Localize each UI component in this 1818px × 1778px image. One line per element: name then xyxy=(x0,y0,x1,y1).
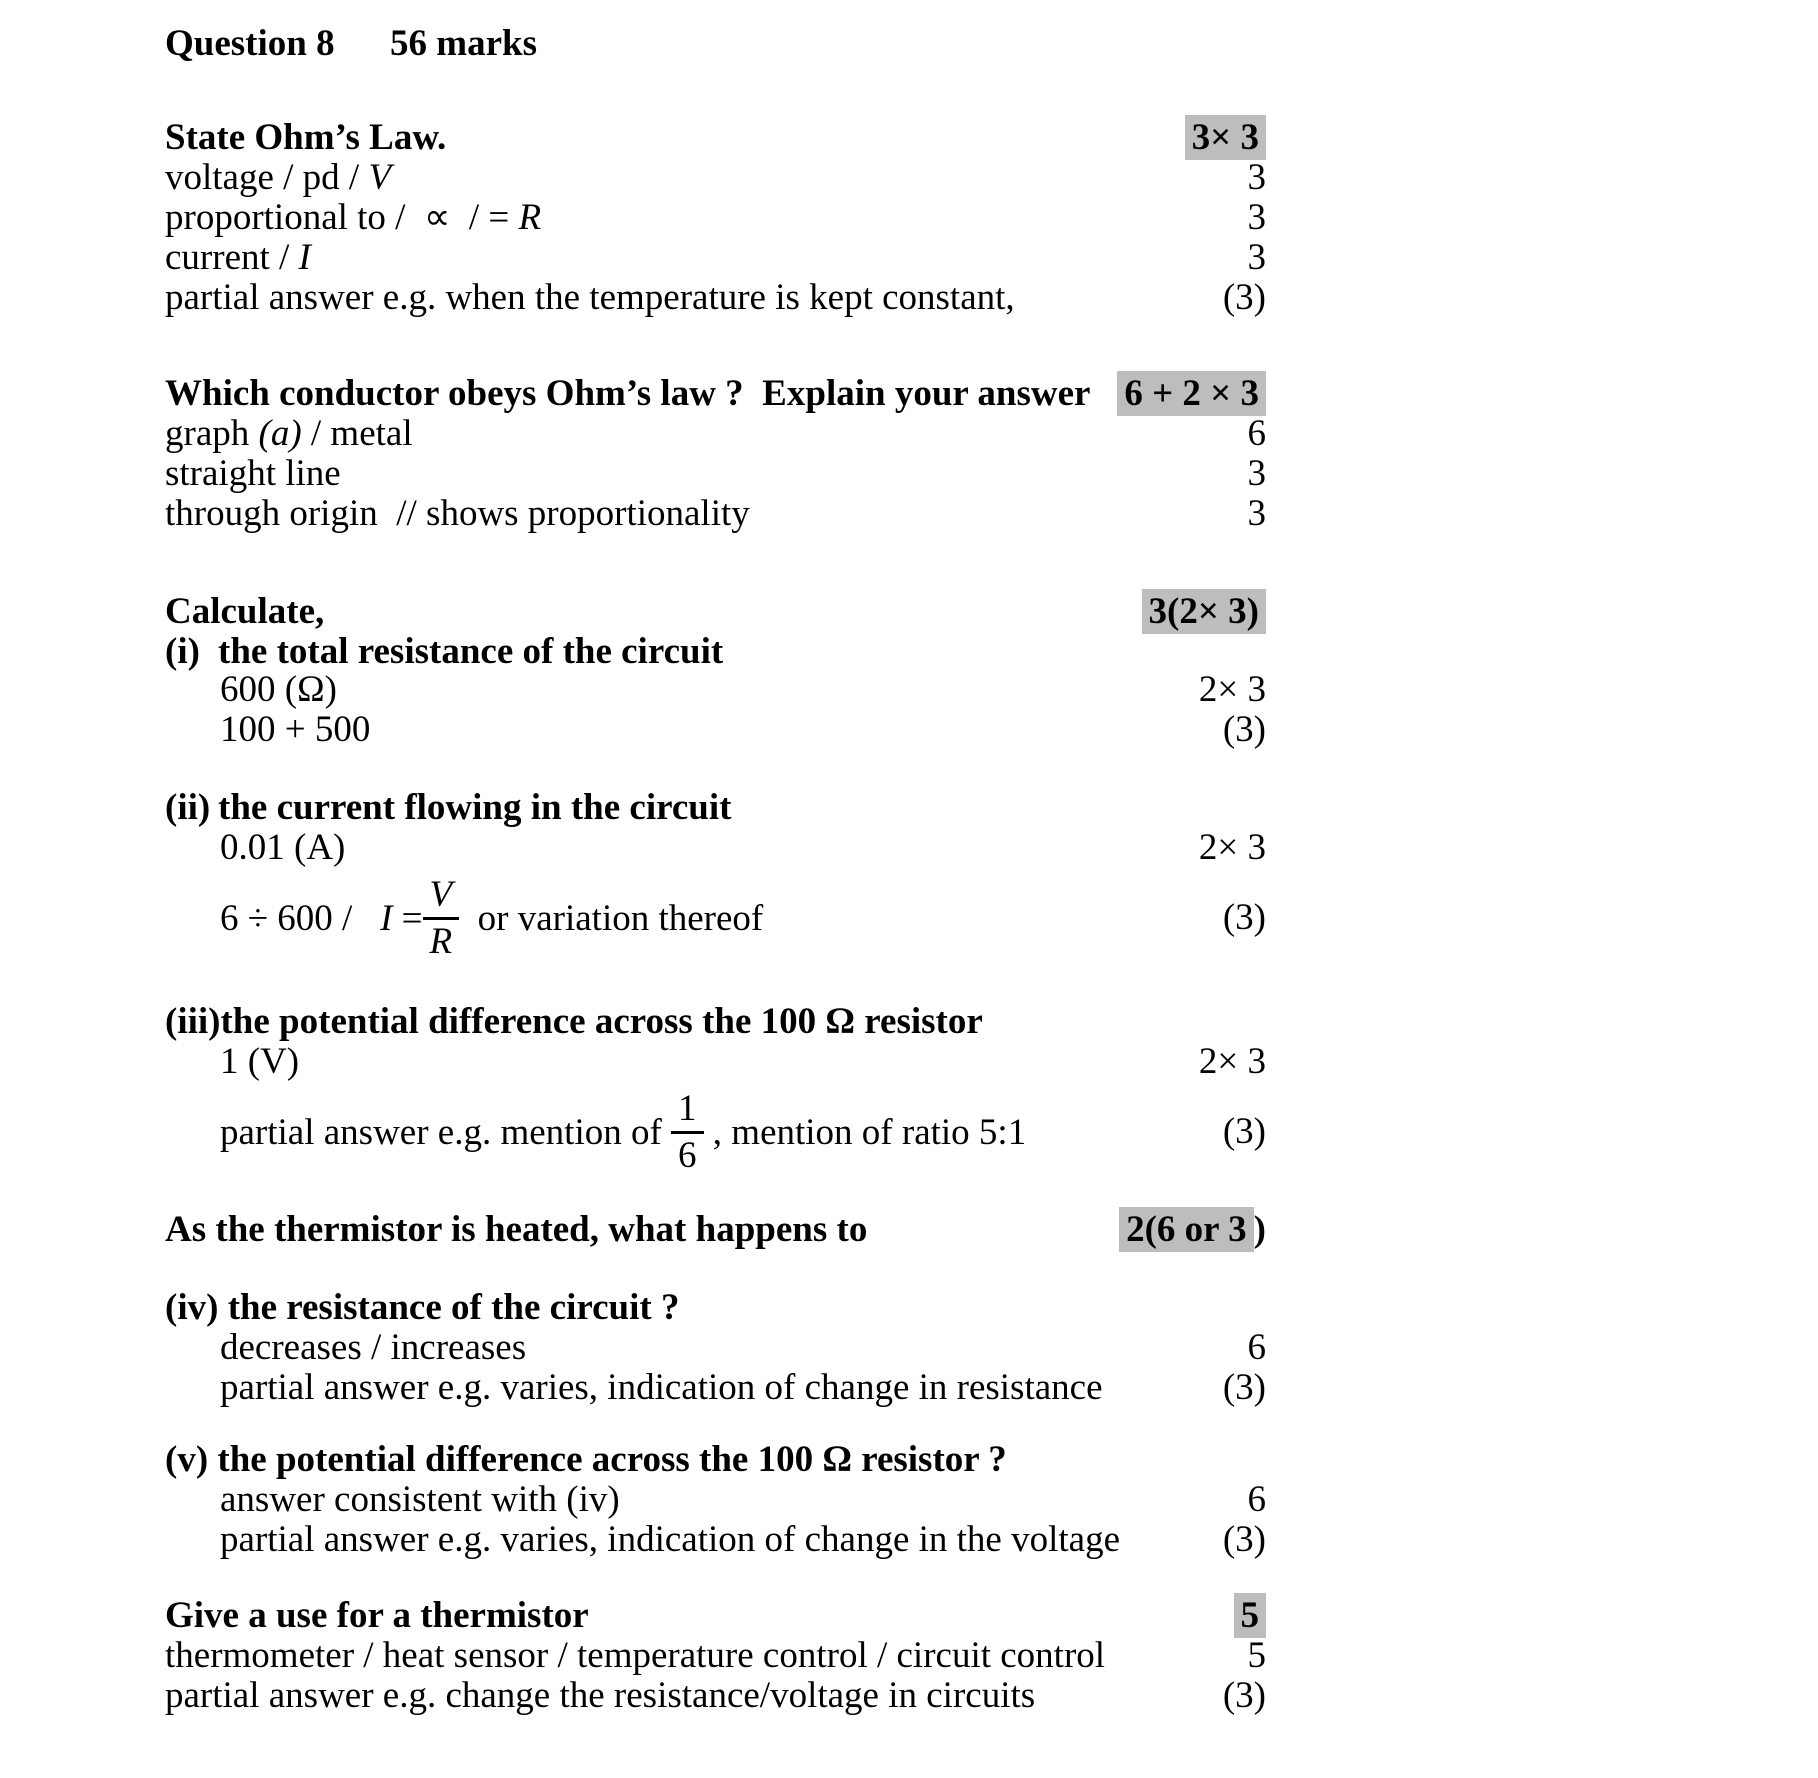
mark-value: (3) xyxy=(1222,1675,1266,1716)
answer-text: partial answer e.g. change the resistance/voltage in circuits xyxy=(165,1675,1036,1716)
answer-text: current / xyxy=(165,237,299,278)
section3-heading-row xyxy=(0,592,1818,632)
answer-text: through origin // shows proportionality xyxy=(165,493,750,534)
answer-line xyxy=(0,1676,1818,1716)
section1-mark-highlight: 3× 3 xyxy=(1185,115,1266,160)
subquestion-i-row xyxy=(0,632,1818,672)
answer-line xyxy=(0,158,1818,198)
symbol-V: V xyxy=(368,157,392,198)
mark-value: 3 xyxy=(1247,453,1266,494)
mark-value: 3 xyxy=(1247,237,1266,278)
subquestion-iii-row xyxy=(0,1002,1818,1042)
answer-text: / metal xyxy=(301,413,413,454)
subquestion-title: the potential difference across the 100 Ω resistor xyxy=(220,1001,983,1042)
question-title: Question 8 xyxy=(165,23,335,64)
section4-mark-highlight: 2(6 or 3 xyxy=(1119,1207,1254,1252)
fraction-denominator: 6 xyxy=(678,1134,697,1176)
graph-label-a: (a) xyxy=(258,413,302,454)
section2-mark-highlight: 6 + 2 × 3 xyxy=(1117,371,1266,416)
mark-value: (3) xyxy=(1222,1519,1266,1560)
answer-text: thermometer / heat sensor / temperature control / circuit control xyxy=(165,1635,1106,1676)
answer-text: proportional to / ∝ / = xyxy=(165,197,519,238)
answer-text: 100 + 500 xyxy=(220,709,371,750)
answer-line xyxy=(0,278,1818,318)
mark-value: 2× 3 xyxy=(1198,827,1266,868)
answer-text: or variation thereof xyxy=(459,897,764,939)
section5-heading-row xyxy=(0,1596,1818,1636)
symbol-I: I xyxy=(298,237,311,278)
answer-line xyxy=(0,1520,1818,1560)
fraction-denominator: R xyxy=(429,920,453,962)
answer-text: voltage / pd / xyxy=(165,157,369,198)
fraction-numerator: V xyxy=(423,876,460,920)
mark-value: (3) xyxy=(1222,1367,1266,1408)
section4-mark-tail: ) xyxy=(1253,1209,1266,1250)
subquestion-title: the current flowing in the circuit xyxy=(218,787,732,828)
answer-text: 0.01 (A) xyxy=(220,827,346,868)
section4-heading: As the thermistor is heated, what happens to xyxy=(165,1209,868,1250)
subquestion-v-row xyxy=(0,1440,1818,1480)
subquestion-label: (v) xyxy=(165,1439,209,1480)
mark-value: 6 xyxy=(1247,1479,1266,1520)
mark-value: (3) xyxy=(1222,1111,1266,1152)
mark-value: 3 xyxy=(1247,493,1266,534)
answer-line xyxy=(0,454,1818,494)
fraction-1-over-6 xyxy=(671,1087,704,1176)
subquestion-title: the total resistance of the circuit xyxy=(218,631,724,672)
answer-line xyxy=(0,1636,1818,1676)
mark-value: 5 xyxy=(1247,1635,1266,1676)
answer-text: 600 (Ω) xyxy=(220,669,337,710)
mark-value: (3) xyxy=(1222,277,1266,318)
answer-line xyxy=(0,710,1818,750)
answer-text: 6 ÷ 600 / xyxy=(220,897,381,939)
section2-heading: Which conductor obeys Ohm’s law ? Explain your answer xyxy=(165,373,1091,414)
section1-heading-row xyxy=(0,118,1818,158)
answer-line xyxy=(0,414,1818,454)
answer-text: , mention of ratio 5:1 xyxy=(703,1111,1027,1153)
subquestion-title: the potential difference across the 100 Ω resistor ? xyxy=(217,1439,1007,1480)
answer-line xyxy=(0,1480,1818,1520)
mark-value: 2× 3 xyxy=(1198,669,1266,710)
subquestion-label: (ii) xyxy=(165,787,211,828)
answer-text: partial answer e.g. mention of xyxy=(220,1111,672,1153)
answer-text: partial answer e.g. varies, indication of change in resistance xyxy=(220,1367,1103,1408)
answer-line xyxy=(0,238,1818,278)
mark-value: 2× 3 xyxy=(1198,1041,1266,1082)
total-marks: 56 marks xyxy=(390,23,537,64)
symbol-R: R xyxy=(518,197,542,238)
section2-heading-row xyxy=(0,374,1818,414)
answer-text: partial answer e.g. varies, indication of change in the voltage xyxy=(220,1519,1120,1560)
answer-text: graph xyxy=(165,413,259,454)
mark-value: 6 xyxy=(1247,413,1266,454)
fraction-numerator: 1 xyxy=(671,1090,704,1134)
mark-value: 6 xyxy=(1247,1327,1266,1368)
equals-sign: = xyxy=(392,897,423,939)
mark-value: (3) xyxy=(1222,709,1266,750)
header-row xyxy=(0,24,1818,64)
section5-heading: Give a use for a thermistor xyxy=(165,1595,589,1636)
mark-value: 3 xyxy=(1247,197,1266,238)
symbol-I: I xyxy=(380,897,393,939)
answer-line xyxy=(0,494,1818,534)
equation-line xyxy=(0,1076,1818,1188)
section3-mark-highlight: 3(2× 3) xyxy=(1142,589,1266,634)
answer-line xyxy=(0,1328,1818,1368)
mark-value: (3) xyxy=(1222,897,1266,938)
subquestion-title: the resistance of the circuit ? xyxy=(227,1287,680,1328)
fraction-V-over-R xyxy=(423,873,460,962)
section3-heading: Calculate, xyxy=(165,591,325,632)
subquestion-iv-row xyxy=(0,1288,1818,1328)
answer-line xyxy=(0,670,1818,710)
subquestion-label: (iii) xyxy=(165,1001,221,1042)
section4-heading-row xyxy=(0,1210,1818,1250)
subquestion-label: (iv) xyxy=(165,1287,219,1328)
answer-line xyxy=(0,1368,1818,1408)
equation-line xyxy=(0,862,1818,974)
answer-text: 1 (V) xyxy=(220,1041,300,1082)
answer-text: straight line xyxy=(165,453,341,494)
subquestion-label: (i) xyxy=(165,631,200,672)
answer-text: partial answer e.g. when the temperature is kept constant, xyxy=(165,277,1015,318)
answer-text: decreases / increases xyxy=(220,1327,527,1368)
answer-line xyxy=(0,198,1818,238)
mark-value: 3 xyxy=(1247,157,1266,198)
answer-text: answer consistent with (iv) xyxy=(220,1479,620,1520)
subquestion-ii-row xyxy=(0,788,1818,828)
section1-heading: State Ohm’s Law. xyxy=(165,117,447,158)
section5-mark-highlight: 5 xyxy=(1234,1593,1267,1638)
